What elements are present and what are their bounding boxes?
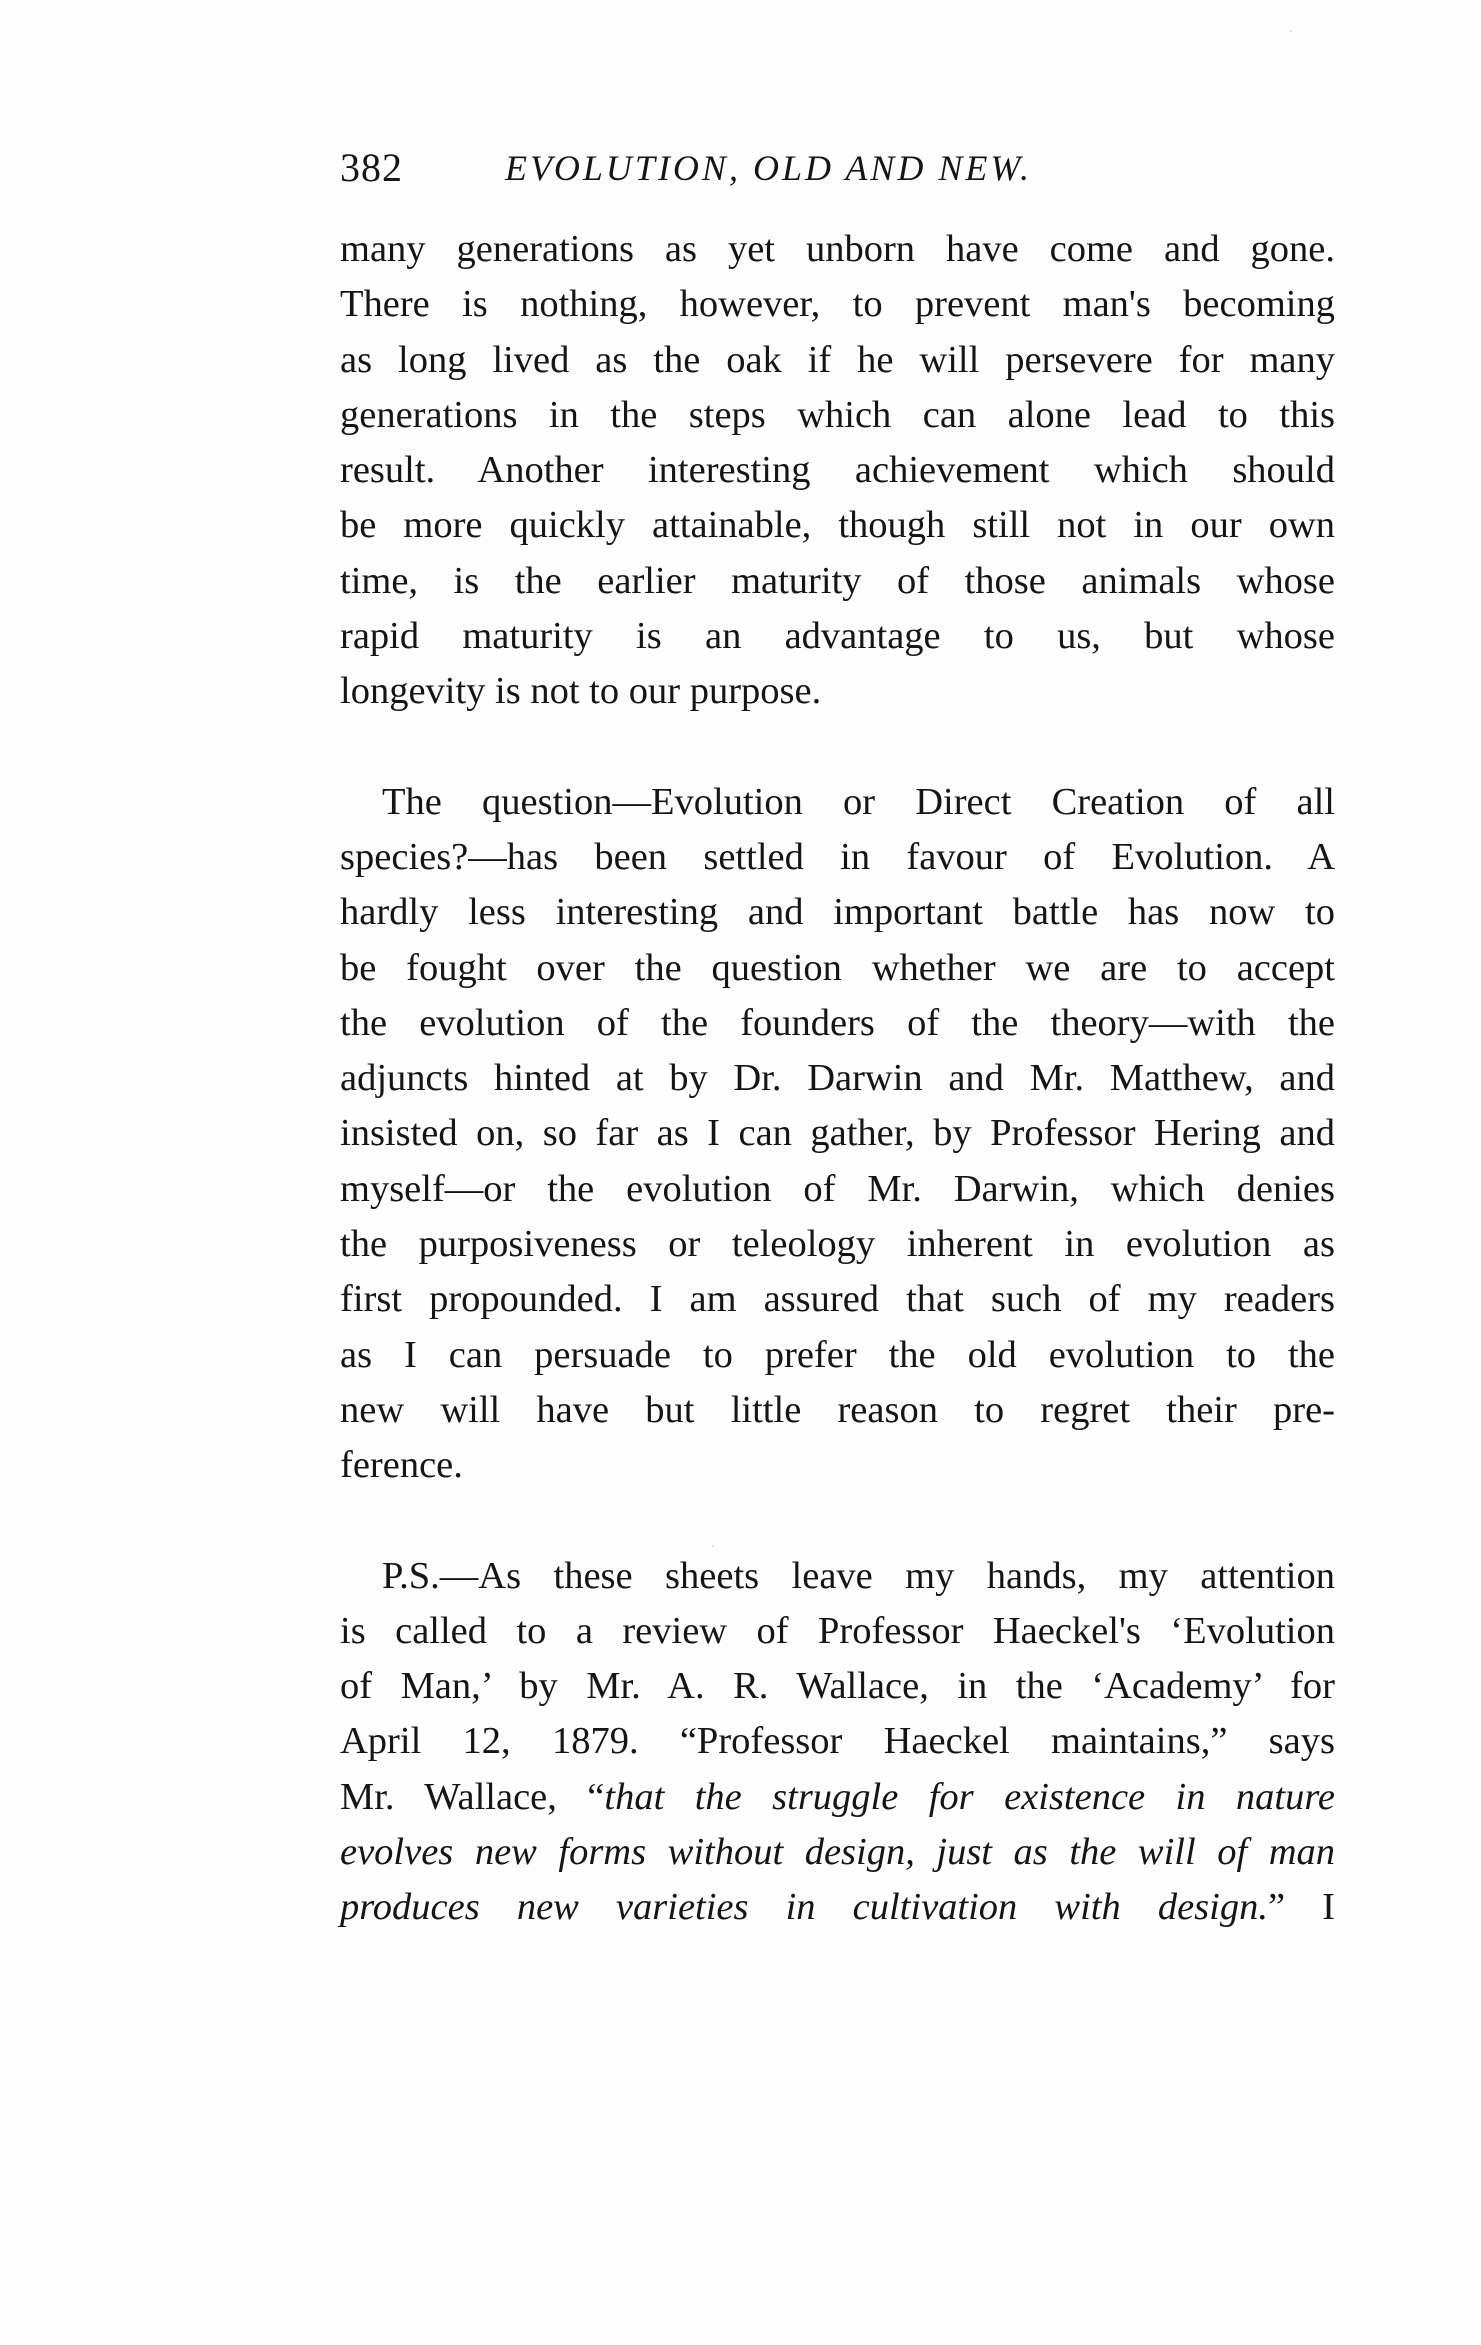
paragraph-2 (340, 775, 1335, 1494)
text-line: be more quickly attainable, though still not in our own (340, 504, 1335, 547)
text-line: insisted on, so far as I can gather, by Professor Hering and (340, 1112, 1335, 1155)
text-line: many generations as yet unborn have come and gone. (340, 228, 1335, 270)
text-line: The question—Evolution or Direct Creation of all (382, 780, 1335, 823)
body-text (340, 222, 1335, 1936)
text-run: Mr. Wallace, “ (340, 1775, 605, 1818)
text-line: the purposiveness or teleology inherent in evolution as (340, 1223, 1335, 1266)
paper-speck (712, 1545, 714, 1547)
text-line: There is nothing, however, to prevent man's becoming (340, 283, 1335, 326)
text-line: of Man,’ by Mr. A. R. Wallace, in the ‘Academy’ for (340, 1665, 1335, 1708)
text-line: species?—has been settled in favour of Evolution. A (340, 835, 1335, 878)
text-line: adjuncts hinted at by Dr. Darwin and Mr. Matthew, and (340, 1057, 1335, 1100)
text-line: new will have but little reason to regret their pre- (340, 1388, 1335, 1431)
text-line: is called to a review of Professor Haeckel's ‘Evolution (340, 1609, 1335, 1652)
page-number: 382 (340, 145, 403, 190)
running-head (340, 138, 1340, 198)
text-line: as I can persuade to prefer the old evolution to the (340, 1333, 1335, 1376)
paper-speck (1290, 30, 1292, 32)
text-line: as long lived as the oak if he will persevere for many (340, 338, 1335, 381)
text-line: ference. (340, 1444, 463, 1487)
text-line-italic: evolves new forms without design, just as the will of man (340, 1831, 1335, 1874)
text-line: P.S.—As these sheets leave my hands, my attention (382, 1554, 1335, 1597)
text-line: hardly less interesting and important battle has now to (340, 891, 1335, 934)
text-run: ” I (1267, 1886, 1335, 1929)
running-title: EVOLUTION, OLD AND NEW. (505, 148, 1032, 188)
text-line: first propounded. I am assured that such of my readers (340, 1278, 1335, 1321)
text-line: time, is the earlier maturity of those animals whose (340, 559, 1335, 602)
italic-run: that the struggle for existence in nature (604, 1775, 1335, 1818)
text-line: April 12, 1879. “Professor Haeckel maintains,” says (340, 1720, 1335, 1763)
text-line-mixed (340, 1770, 1335, 1825)
text-line: result. Another interesting achievement which should (340, 449, 1335, 492)
paragraph-3-postscript (340, 1549, 1335, 1936)
text-line: the evolution of the founders of the theory—with the (340, 1001, 1335, 1044)
italic-run: produces new varieties in cultivation with design. (340, 1886, 1268, 1929)
text-line: generations in the steps which can alone lead to this (340, 393, 1335, 436)
text-line: myself—or the evolution of Mr. Darwin, which denies (340, 1167, 1335, 1210)
paragraph-1 (340, 222, 1335, 720)
text-line: longevity is not to our purpose. (340, 670, 822, 713)
text-line: be fought over the question whether we are to accept (340, 946, 1335, 989)
text-line: rapid maturity is an advantage to us, but whose (340, 615, 1335, 658)
text-line-mixed (340, 1880, 1335, 1935)
